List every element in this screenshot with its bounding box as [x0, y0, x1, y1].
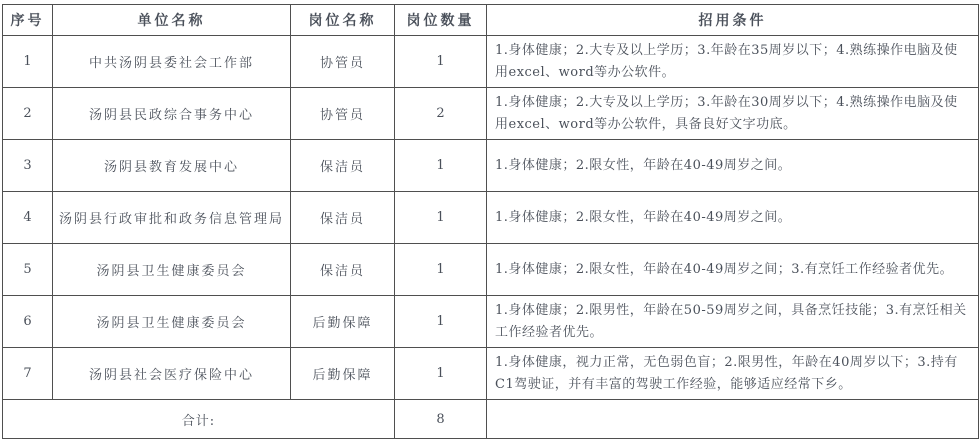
table-row — [3, 140, 979, 192]
cell-serial: 5 — [3, 244, 53, 296]
cell-post-count: 1 — [395, 296, 487, 348]
cell-conditions: 1.身体健康；2.限女性，年龄在40-49周岁之间；3.有烹饪工作经验者优先。 — [487, 244, 979, 296]
cell-conditions: 1.身体健康，视力正常，无色弱色盲；2.限男性，年龄在40周岁以下；3.持有C1驾驶证，并有丰富的驾驶工作经验，能够适应经常下乡。 — [487, 348, 979, 400]
footer-total-label: 合计: — [3, 400, 395, 439]
cell-serial: 4 — [3, 192, 53, 244]
table-row — [3, 192, 979, 244]
cell-post-name: 协管员 — [291, 88, 395, 140]
cell-post-name: 后勤保障 — [291, 348, 395, 400]
cell-serial: 7 — [3, 348, 53, 400]
cell-post-name: 后勤保障 — [291, 296, 395, 348]
column-header-conditions: 招用条件 — [487, 5, 979, 36]
header-row — [3, 5, 979, 36]
cell-unit-name: 汤阴县民政综合事务中心 — [53, 88, 291, 140]
table-row — [3, 244, 979, 296]
cell-conditions: 1.身体健康；2.限男性，年龄在50-59周岁之间，具备烹饪技能；3.有烹饪相关工作经验者优先。 — [487, 296, 979, 348]
table-row — [3, 88, 979, 140]
cell-serial: 6 — [3, 296, 53, 348]
cell-unit-name: 汤阴县社会医疗保险中心 — [53, 348, 291, 400]
table-body — [3, 36, 979, 439]
cell-conditions: 1.身体健康；2.大专及以上学历；3.年龄在30周岁以下；4.熟练操作电脑及使用excel、word等办公软件，具备良好文字功底。 — [487, 88, 979, 140]
cell-unit-name: 汤阴县教育发展中心 — [53, 140, 291, 192]
recruitment-table — [2, 4, 979, 439]
cell-post-name: 保洁员 — [291, 140, 395, 192]
cell-serial: 2 — [3, 88, 53, 140]
cell-post-count: 1 — [395, 348, 487, 400]
cell-post-name: 协管员 — [291, 36, 395, 88]
cell-unit-name: 汤阴县行政审批和政务信息管理局 — [53, 192, 291, 244]
cell-serial: 1 — [3, 36, 53, 88]
total-row — [3, 400, 979, 439]
column-header-post-name: 岗位名称 — [291, 5, 395, 36]
cell-conditions: 1.身体健康；2.大专及以上学历；3.年龄在35周岁以下；4.熟练操作电脑及使用excel、word等办公软件。 — [487, 36, 979, 88]
column-header-serial: 序号 — [3, 5, 53, 36]
cell-post-count: 2 — [395, 88, 487, 140]
cell-conditions: 1.身体健康；2.限女性，年龄在40-49周岁之间。 — [487, 192, 979, 244]
table-header — [3, 5, 979, 36]
cell-post-count: 1 — [395, 36, 487, 88]
table-row — [3, 36, 979, 88]
cell-post-name: 保洁员 — [291, 192, 395, 244]
column-header-unit-name: 单位名称 — [53, 5, 291, 36]
cell-post-count: 1 — [395, 244, 487, 296]
cell-unit-name: 汤阴县卫生健康委员会 — [53, 244, 291, 296]
column-header-post-count: 岗位数量 — [395, 5, 487, 36]
cell-serial: 3 — [3, 140, 53, 192]
cell-post-count: 1 — [395, 140, 487, 192]
cell-post-count: 1 — [395, 192, 487, 244]
cell-conditions: 1.身体健康；2.限女性，年龄在40-49周岁之间。 — [487, 140, 979, 192]
cell-unit-name: 中共汤阴县委社会工作部 — [53, 36, 291, 88]
footer-conditions-empty — [487, 400, 979, 439]
footer-total-count: 8 — [395, 400, 487, 439]
table-row — [3, 296, 979, 348]
cell-unit-name: 汤阴县卫生健康委员会 — [53, 296, 291, 348]
table-row — [3, 348, 979, 400]
cell-post-name: 保洁员 — [291, 244, 395, 296]
